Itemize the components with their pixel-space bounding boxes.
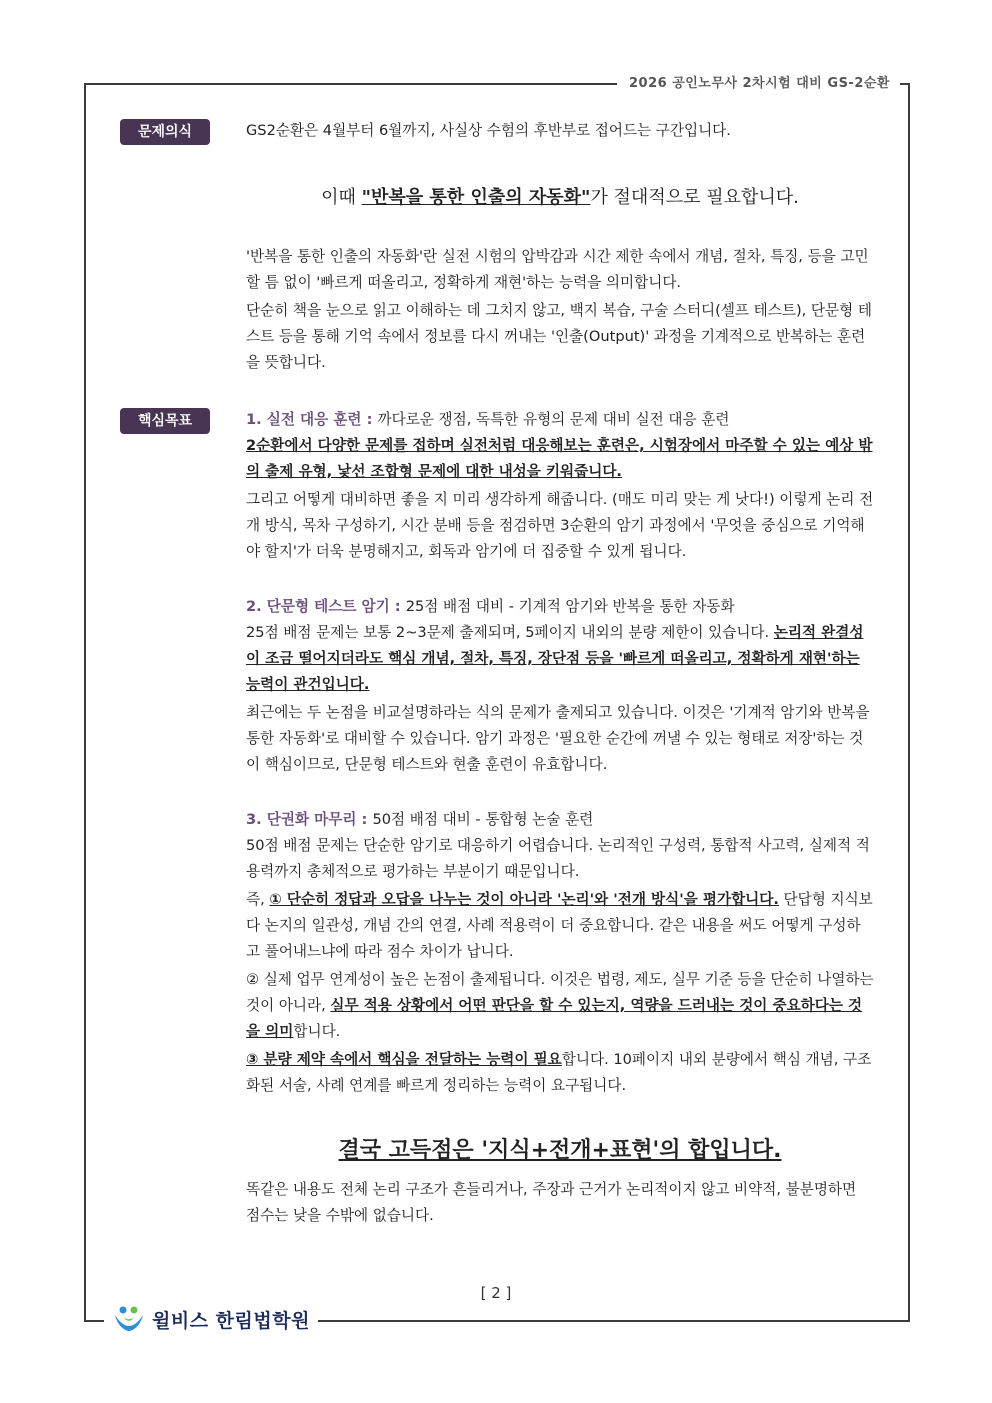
item3-point2 [246, 967, 874, 1045]
item3-p2-post: 합니다. [293, 1023, 341, 1040]
intro-text: GS2순환은 4월부터 6월까지, 사실상 수험의 후반부로 접어드는 구간입니다. [246, 122, 731, 139]
item3-p1-pre: 즉, [246, 891, 270, 908]
item2-plain: 25점 배점 문제는 보통 2~3문제 출제되며, 5페이지 내외의 분량 제한이 있습니다. [246, 624, 774, 641]
item2-title [246, 594, 874, 620]
item2-bold: 논리적 완결성이 조금 떨어지더라도 핵심 개념, 절차, 특징, 장단점 등을 '빠르게 떠올리고, 정확하게 재현'하는 능력이 관건입니다. [246, 624, 864, 693]
item1-title [246, 407, 874, 433]
item1-block [246, 407, 874, 565]
item2-body: 최근에는 두 논점을 비교설명하라는 식의 문제가 출제되고 있습니다. 이것은 '기계적 암기와 반복을 통한 자동화'로 대비할 수 있습니다. 암기 과정은 '필요한 순간에 꺼낼 수 있는 형태로 저장'하는 것이 핵심이므로, 단문형 테스트와 현출 훈련이 유효합니다. [246, 704, 870, 773]
item2-paragraph [246, 620, 874, 698]
closing-paragraph: 똑같은 내용도 전체 논리 구조가 흔들리거나, 주장과 근거가 논리적이지 않고 비약적, 불분명하면 점수는 낮을 수밖에 없습니다. [246, 1181, 857, 1224]
item3-body1: 50점 배점 문제는 단순한 암기로 대응하기 어렵습니다. 논리적인 구성력, 통합적 사고력, 실제적 적용력까지 총체적으로 평가하는 부분이기 때문입니다. [246, 837, 870, 880]
logo-mark-icon [112, 1305, 146, 1333]
item2-subtitle: 25점 배점 대비 - 기계적 암기와 반복을 통한 자동화 [405, 598, 735, 615]
item3-heading: 3. 단권화 마무리 : [246, 811, 373, 828]
section1-body [246, 244, 874, 376]
item3-subtitle: 50점 배점 대비 - 통합형 논술 훈련 [372, 811, 594, 828]
item3-block [246, 807, 874, 1099]
slogan-pre: 이때 [321, 187, 362, 208]
item1-body: 그리고 어떻게 대비하면 좋을 지 미리 생각하게 해줍니다. (매도 미리 맞는 게 낫다!) 이렇게 논리 전개 방식, 목차 구성하기, 시간 분배 등을 점검하면 3순환의 암기 과정에서 '무엇을 중심으로 기억해야 할지'가 더욱 분명해지고, 회독과 암기에 더 집중할 수 있게 됩니다. [246, 491, 874, 560]
definition-paragraph: '반복을 통한 인출의 자동화'란 실전 시험의 압박감과 시간 제한 속에서 개념, 절차, 특징, 등을 고민할 틈 없이 '빠르게 떠올리고, 정확하게 재현'하는 능력을 의미합니다. [246, 248, 869, 291]
item3-p3-bold: ③ 분량 제약 속에서 핵심을 전달하는 능력이 필요 [246, 1051, 562, 1068]
item3-p2-bold: 실무 적용 상황에서 어떤 판단을 할 수 있는지, 역량을 드러내는 것이 중요하다는 것을 의미 [246, 997, 863, 1040]
item3-point1 [246, 887, 874, 965]
item3-p1-rest: 단답형 지식보다 논지의 일관성, 개념 간의 연결, 사례 적용력이 더 중요합니다. 같은 내용을 써도 어떻게 구성하고 풀어내느냐에 따라 점수 차이가 납니다. [246, 891, 873, 960]
frame-bottom-border [310, 1320, 910, 1322]
page-number: [ 2 ] [480, 1284, 512, 1302]
slogan-post: 가 절대적으로 필요합니다. [590, 187, 799, 208]
method-paragraph: 단순히 책을 눈으로 읽고 이해하는 데 그치지 않고, 백지 복습, 구술 스터디(셀프 테스트), 단문형 테스트 등을 통해 기억 속에서 정보를 다시 꺼내는 '인출(Output)' 과정을 기계적으로 반복하는 훈련을 뜻합니다. [246, 302, 872, 371]
item3-p2-pre: ② 실제 업무 연계성이 높은 논점이 출제됩니다. 이것은 법령, 제도, 실무 기준 등을 단순히 나열하는 것이 아니라, [246, 971, 874, 1014]
tag-core-goal: 핵심목표 [120, 408, 210, 434]
publisher-logo [112, 1305, 318, 1333]
frame-right-border [908, 83, 910, 1321]
conclusion-heading: 결국 고득점은 '지식+전개+표현'의 합입니다. [338, 1138, 782, 1163]
tag-problem-awareness: 문제의식 [120, 119, 210, 145]
item2-block [246, 594, 874, 778]
item3-point3 [246, 1047, 874, 1099]
slogan-automation [246, 183, 874, 209]
item3-p1-bold: ① 단순히 정답과 오답을 나누는 것이 아니라 '논리'와 '전개 방식'을 평가합니다. [269, 891, 779, 908]
item1-subtitle: 까다로운 쟁점, 독특한 유형의 문제 대비 실전 대응 훈련 [377, 411, 730, 428]
item1-heading: 1. 실전 대응 훈련 : [246, 411, 378, 428]
logo-text: 윌비스 한림법학원 [152, 1309, 310, 1332]
slogan-emphasis: "반복을 통한 인출의 자동화" [361, 187, 591, 208]
item2-heading: 2. 단문형 테스트 암기 : [246, 598, 406, 615]
running-header: 2026 공인노무사 2차시험 대비 GS-2순환 [617, 72, 900, 91]
item1-bold: 2순환에서 다양한 문제를 접하며 실전처럼 대응해보는 훈련은, 시험장에서 마주할 수 있는 예상 밖의 출제 유형, 낯선 조합형 문제에 대한 내성을 키워줍니다. [246, 437, 873, 480]
frame-left-border [84, 83, 86, 1321]
item3-title [246, 807, 874, 833]
frame-bottom-left-border [84, 1320, 104, 1322]
item3-p3-rest: 합니다. 10페이지 내외 분량에서 핵심 개념, 구조화된 서술, 사례 연계를 빠르게 정리하는 능력이 요구됩니다. [246, 1051, 872, 1094]
